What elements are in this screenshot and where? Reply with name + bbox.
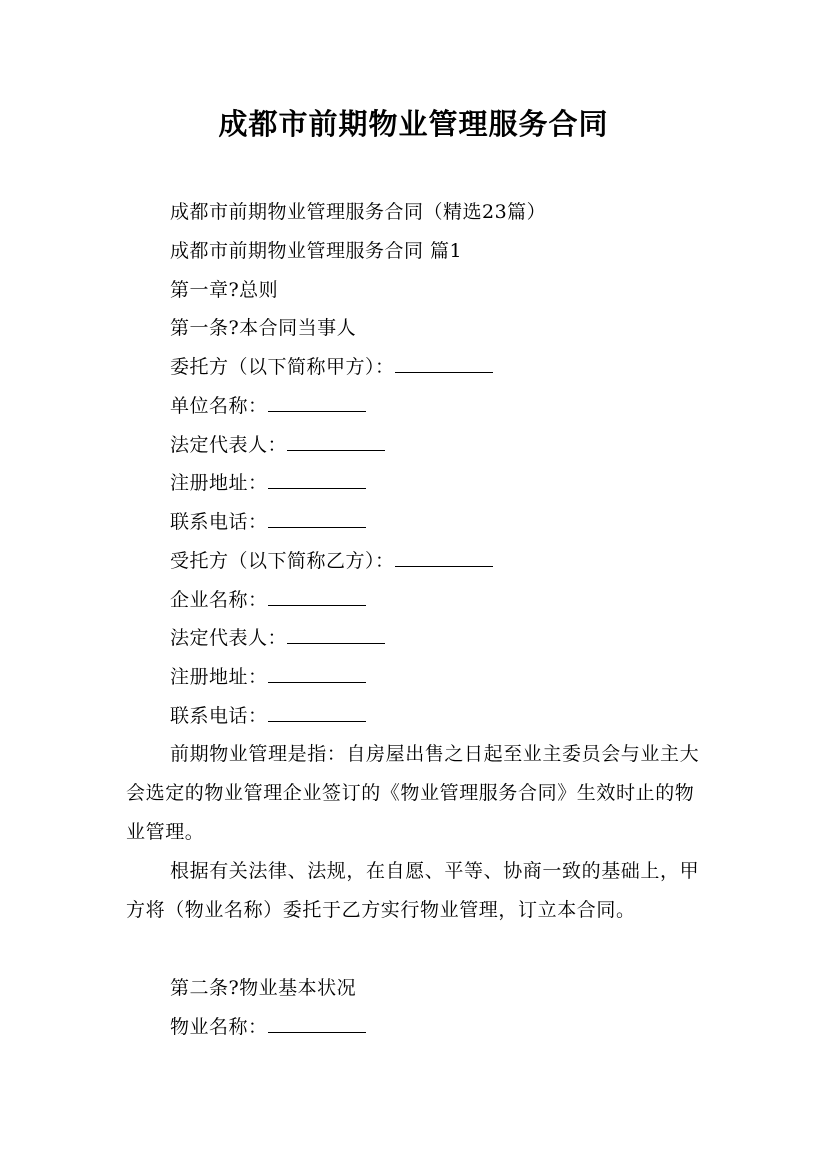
party-a-phone-blank [268,509,366,528]
party-a-unit-name-label: 单位名称： [170,395,268,417]
party-a-field-row [170,432,385,458]
party-a-field-row [170,509,366,535]
party-a-field-row [170,470,366,496]
chapter-heading: 第一章?总则 [170,279,279,301]
party-b-field-row [170,625,385,651]
party-a-legal-rep-blank [287,432,385,451]
party-b-company-name-label: 企业名称： [170,589,268,611]
party-b-field-row [170,664,366,690]
party-a-address-blank [268,470,366,489]
document-title: 成都市前期物业管理服务合同 [218,107,609,141]
party-a-address-label: 注册地址： [170,472,268,494]
party-a-blank [395,354,493,373]
party-a-phone-label: 联系电话： [170,511,268,533]
party-b-phone-label: 联系电话： [170,705,268,727]
party-b-legal-rep-blank [287,625,385,644]
party-b-address-blank [268,664,366,683]
party-b-company-name-blank [268,587,366,606]
piece-heading: 成都市前期物业管理服务合同 篇1 [170,240,463,262]
basis-paragraph: 根据有关法律、法规，在自愿、平等、协商一致的基础上，甲方将（物业名称）委托于乙方实行物业管理，订立本合同。 [126,860,700,921]
property-name-blank [268,1014,366,1033]
property-name-row [170,1014,366,1040]
party-a-legal-rep-label: 法定代表人： [170,434,288,456]
party-b-address-label: 注册地址： [170,666,268,688]
article1-heading: 第一条?本合同当事人 [170,317,357,339]
party-a-line [170,354,493,380]
article2-heading: 第二条?物业基本状况 [170,977,357,999]
party-a-label: 委托方（以下简称甲方）： [170,356,395,378]
definition-paragraph: 前期物业管理是指：自房屋出售之日起至业主委员会与业主大会选定的物业管理企业签订的《物业管理服务合同》生效时止的物业管理。 [126,743,700,843]
party-a-field-row [170,393,366,419]
party-b-field-row [170,703,366,729]
party-b-field-row [170,587,366,613]
document-subtitle: 成都市前期物业管理服务合同（精选23篇） [170,201,547,223]
party-b-line [170,548,493,574]
property-name-label: 物业名称： [170,1016,268,1038]
party-a-unit-name-blank [268,393,366,412]
party-b-legal-rep-label: 法定代表人： [170,627,288,649]
party-b-label: 受托方（以下简称乙方）： [170,550,395,572]
party-b-phone-blank [268,703,366,722]
party-b-blank [395,548,493,567]
